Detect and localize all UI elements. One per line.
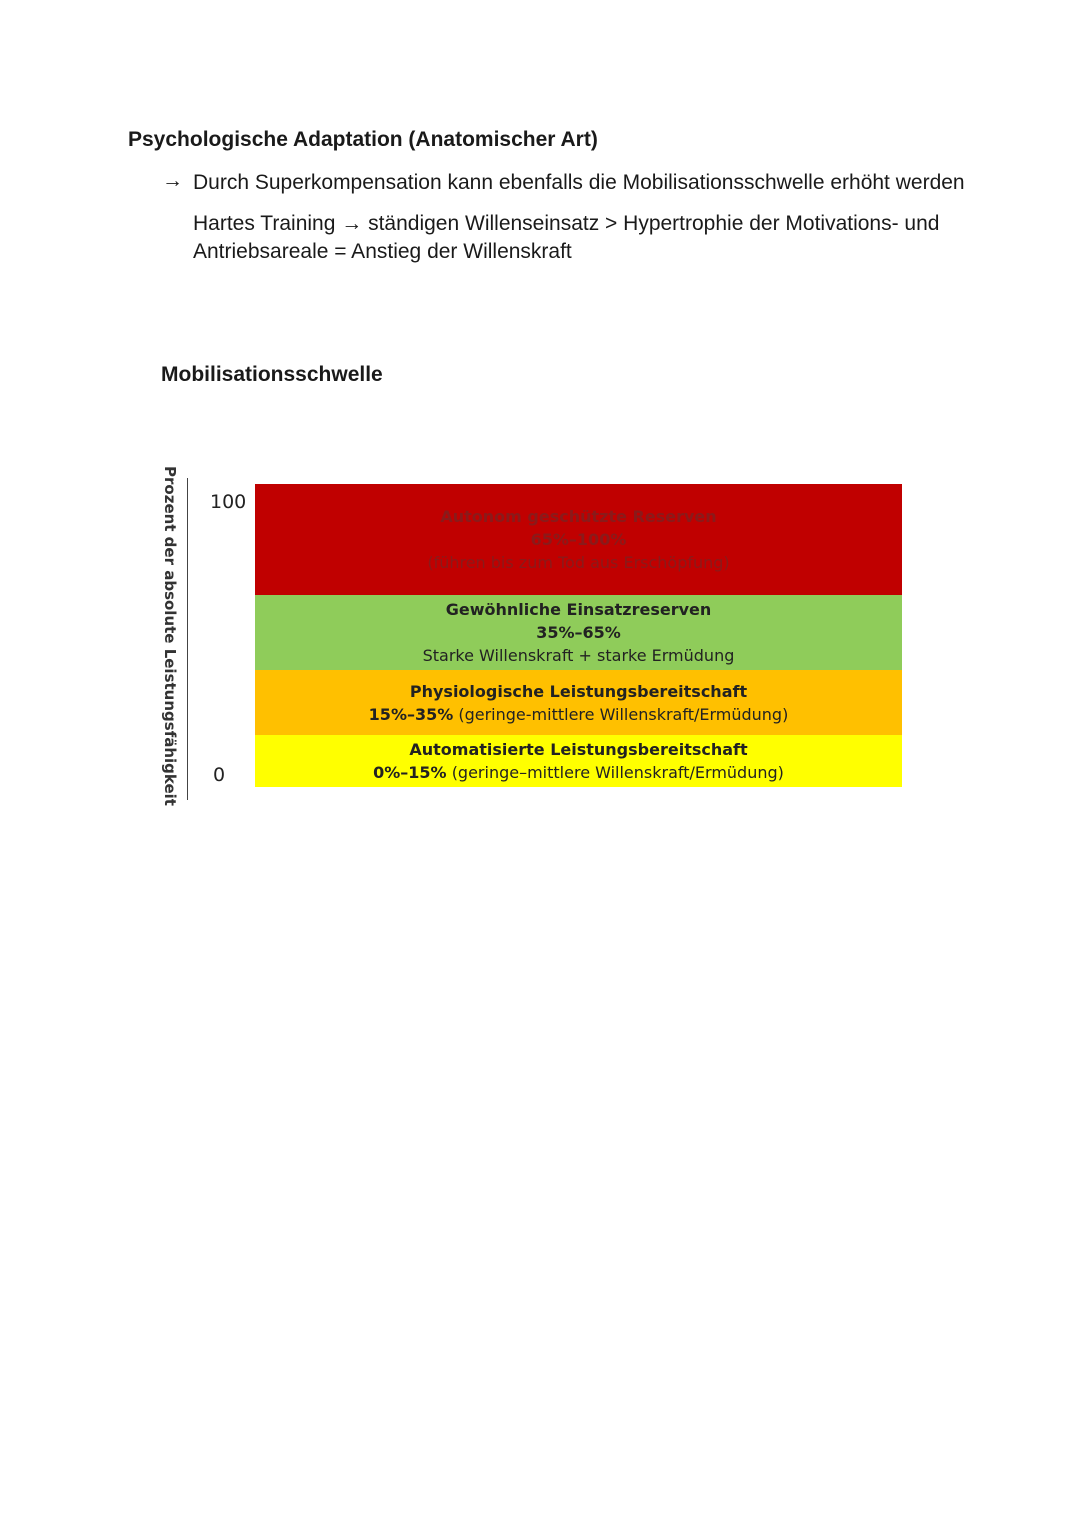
band-note: (geringe-mittlere Willenskraft/Ermüdung): [458, 704, 789, 724]
band-range: 15%–35%: [368, 704, 454, 724]
band-title: Physiologische Leistungsbereitschaft: [409, 681, 748, 701]
training-line-2: Antriebsareale = Anstieg der Willenskraft: [193, 240, 572, 263]
band-title: Automatisierte Leistungsbereitschaft: [409, 740, 748, 759]
page-heading: Psychologische Adaptation (Anatomischer Art): [128, 128, 598, 151]
band-title: Gewöhnliche Einsatzreserven: [445, 600, 712, 619]
band-physiological-readiness: [255, 670, 902, 735]
band-range-note: [255, 761, 902, 784]
training-start: Hartes Training: [193, 212, 336, 235]
y-axis-label: Prozent der absolute Leistungsfähigkeit: [161, 466, 179, 806]
tick-0: 0: [213, 764, 226, 786]
band-automated-readiness: [255, 735, 902, 787]
arrow-right-icon: →: [162, 169, 183, 192]
bullet-text: Durch Superkompensation kann ebenfalls die Mobilisationsschwelle erhöht werden: [193, 171, 965, 194]
band-usual-reserves: [255, 595, 902, 670]
band-range-note: [255, 703, 902, 726]
band-range: 65%–100%: [530, 530, 627, 549]
band-title: Autonom geschützte Reserven: [440, 507, 717, 526]
band-note: Starke Willenskraft + starke Ermüdung: [422, 646, 735, 665]
training-line-1: [193, 210, 939, 238]
band-range: 0%–15%: [373, 763, 447, 782]
y-axis-line: [187, 478, 188, 800]
band-note: (geringe–mittlere Willenskraft/Ermüdung): [451, 763, 784, 782]
band-note: (führen bis zum Tod aus Erschöpfung): [427, 553, 730, 572]
training-rest: ständigen Willenseinsatz > Hypertrophie der Motivations- und: [368, 212, 940, 235]
arrow-right-icon: →: [341, 212, 363, 235]
tick-100: 100: [210, 491, 247, 513]
section-subheading: Mobilisationsschwelle: [161, 363, 383, 386]
band-autonomous-reserves: [255, 484, 902, 595]
band-range: 35%–65%: [536, 623, 621, 642]
